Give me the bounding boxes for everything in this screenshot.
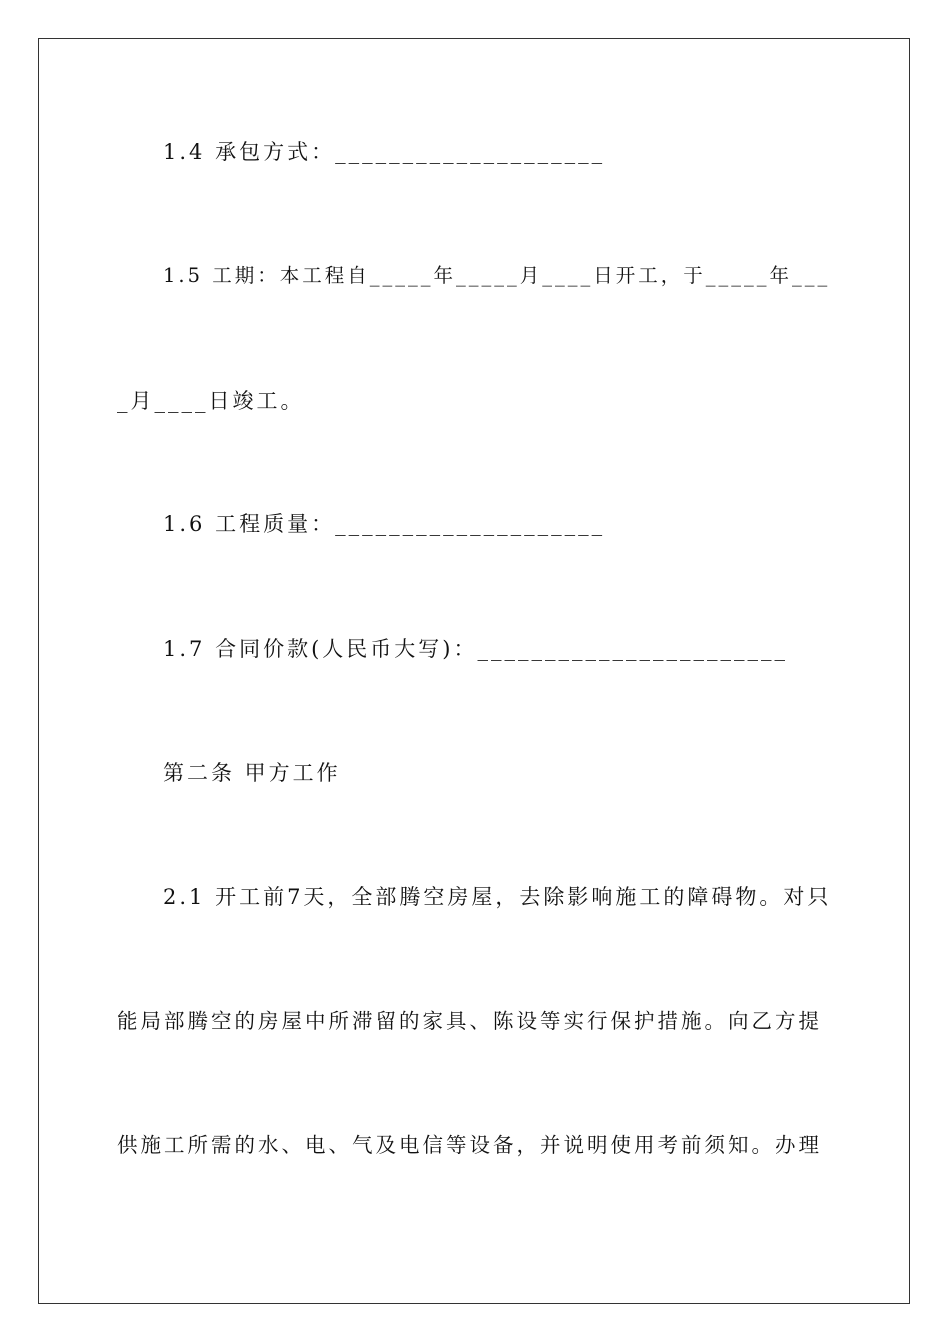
page-frame	[38, 38, 910, 1304]
clause-2-1-continued-1: 能局部腾空的房屋中所滞留的家具、陈设等实行保护措施。向乙方提	[117, 1009, 822, 1033]
clause-2-1: 2.1 开工前7天，全部腾空房屋，去除影响施工的障碍物。对只	[163, 885, 832, 909]
clause-2-1-continued-2: 供施工所需的水、电、气及电信等设备，并说明使用考前须知。办理	[117, 1133, 822, 1157]
clause-1-6: 1.6 工程质量：____________________	[163, 512, 606, 536]
clause-1-4: 1.4 承包方式：____________________	[163, 140, 606, 164]
section-heading-2: 第二条 甲方工作	[163, 761, 341, 785]
clause-1-5: 1.5 工期：本工程自_____年_____月____日开工，于_____年___	[163, 264, 831, 287]
clause-1-5-continued: _月____日竣工。	[117, 389, 305, 413]
clause-1-7: 1.7 合同价款(人民币大写)：_______________________	[163, 637, 788, 661]
